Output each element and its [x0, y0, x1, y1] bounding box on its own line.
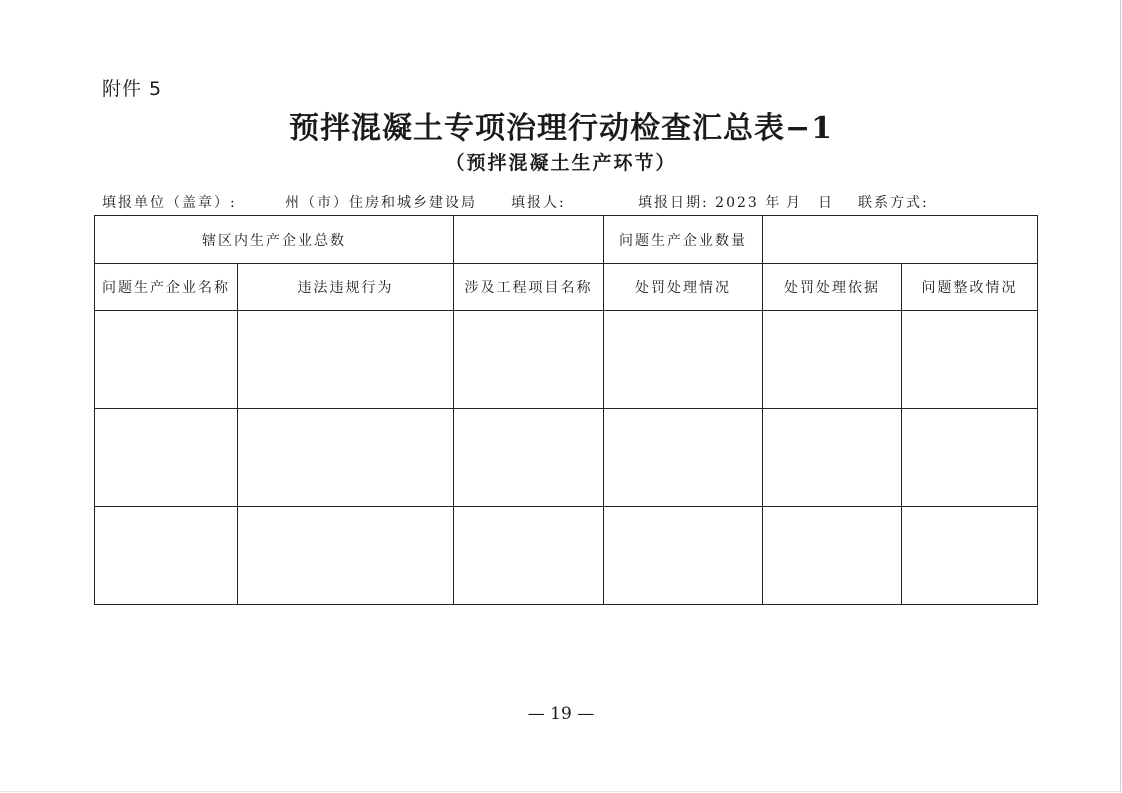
- reporter-label: 填报人:: [511, 195, 566, 211]
- table-cell[interactable]: [95, 311, 238, 409]
- table-cell[interactable]: [604, 507, 763, 605]
- table-cell[interactable]: [902, 507, 1038, 605]
- unit-value: 州（市）住房和城乡建设局: [285, 195, 477, 211]
- contact-label: 联系方式:: [858, 195, 929, 211]
- page-number: — 19 —: [527, 704, 595, 724]
- summary-problem-label: 问题生产企业数量: [604, 216, 763, 264]
- table-row: [95, 409, 1038, 507]
- summary-row: [95, 216, 1038, 264]
- attachment-label: 附件 5: [102, 78, 163, 100]
- table-cell[interactable]: [902, 311, 1038, 409]
- table-cell[interactable]: [763, 409, 902, 507]
- header-penalty-basis: 处罚处理依据: [763, 264, 902, 311]
- header-company-name: 问题生产企业名称: [95, 264, 238, 311]
- header-violation: 违法违规行为: [238, 264, 454, 311]
- document-subtitle: （预拌混凝土生产环节）: [445, 152, 677, 174]
- document-title: 预拌混凝土专项治理行动检查汇总表−1: [288, 111, 833, 146]
- date-label: 填报日期: 2023 年: [638, 195, 782, 211]
- header-rectification: 问题整改情况: [902, 264, 1038, 311]
- unit-label: 填报单位（盖章）:: [102, 195, 237, 211]
- table-cell[interactable]: [902, 409, 1038, 507]
- table-cell[interactable]: [238, 507, 454, 605]
- table-cell[interactable]: [454, 507, 604, 605]
- table-cell[interactable]: [604, 409, 763, 507]
- header-penalty-status: 处罚处理情况: [604, 264, 763, 311]
- header-row: [95, 264, 1038, 311]
- month-label: 月: [786, 195, 802, 211]
- summary-problem-value[interactable]: [763, 216, 1038, 264]
- summary-total-value[interactable]: [454, 216, 604, 264]
- table-cell[interactable]: [454, 311, 604, 409]
- table-cell[interactable]: [95, 409, 238, 507]
- header-project-name: 涉及工程项目名称: [454, 264, 604, 311]
- table-row: [95, 311, 1038, 409]
- table-cell[interactable]: [454, 409, 604, 507]
- table-cell[interactable]: [763, 311, 902, 409]
- summary-total-label: 辖区内生产企业总数: [95, 216, 454, 264]
- inspection-summary-table: [94, 215, 1038, 605]
- table-row: [95, 507, 1038, 605]
- table-cell[interactable]: [238, 409, 454, 507]
- table-cell[interactable]: [604, 311, 763, 409]
- table-cell[interactable]: [763, 507, 902, 605]
- day-label: 日: [818, 195, 834, 211]
- table-cell[interactable]: [95, 507, 238, 605]
- table-cell[interactable]: [238, 311, 454, 409]
